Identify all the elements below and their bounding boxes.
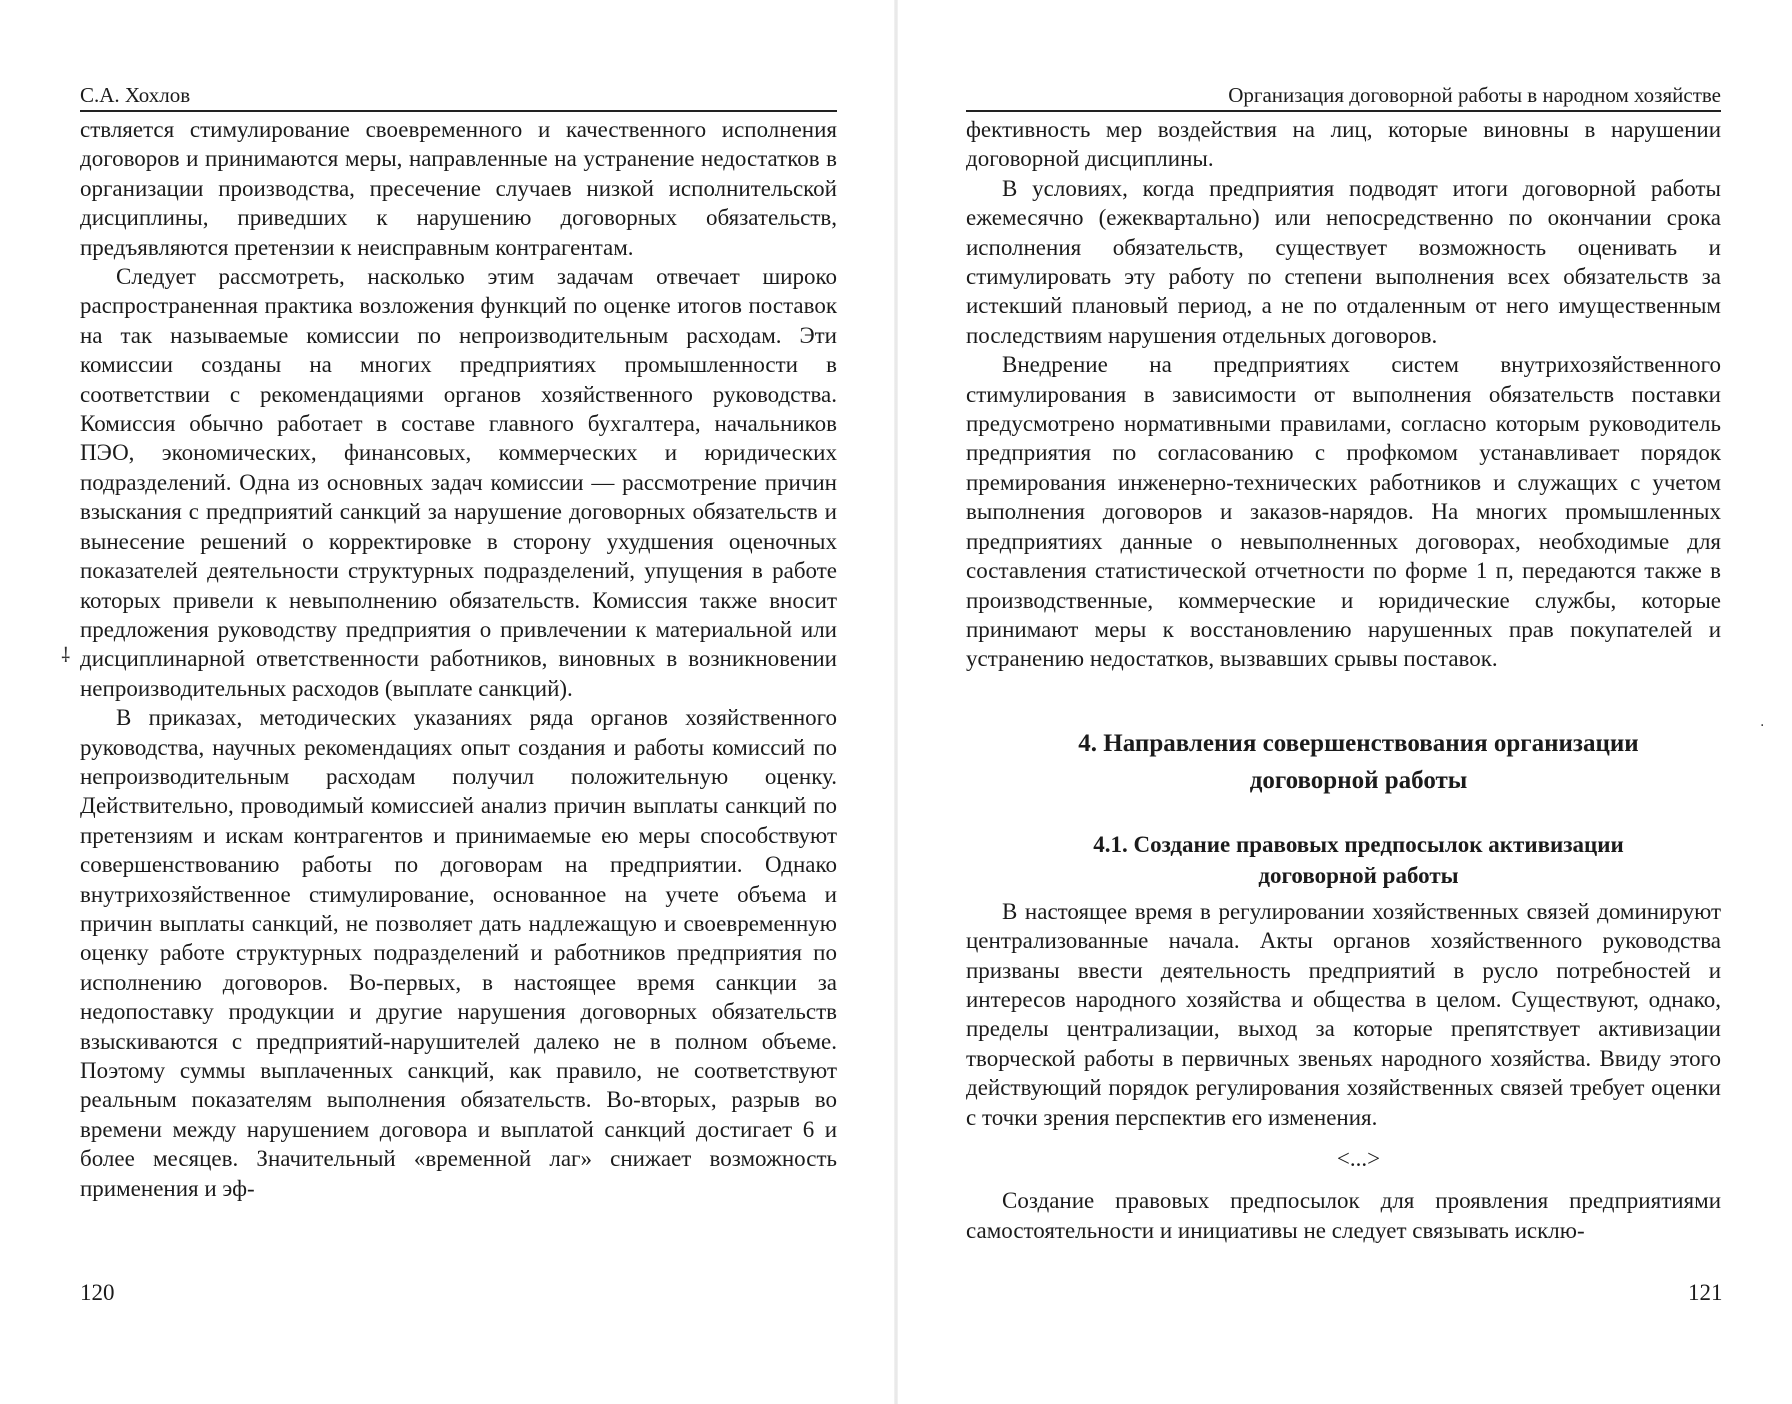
paragraph: Создание правовых предпосылок для проявления предприятиями самостоятельности и инициативы не следует связывать исклю- <box>966 1188 1721 1243</box>
section-heading-line: договорной работы <box>1258 862 1459 888</box>
header-rule <box>80 110 837 112</box>
paragraph: В условиях, когда предприятия подводят итоги договорной работы ежемесячно (ежеквартально) или непосредственно по окончании срока исполнения обязательств, существует возможность оценивать и стимулировать эту работу по степени выполнения всех обязательств за истекший плановый период, а не по отдаленным от него имущественным последствиям нарушения отдельных договоров. <box>966 175 1721 348</box>
right-page <box>896 0 1792 1404</box>
paragraph: В приказах, методических указаниях ряда органов хозяйственного руководства, научных рекомендациях опыт создания и работы комиссий по непроизводительным расходам получил положительную оценку. Действительно, проводимый комиссией анализ причин выплаты санкций по претензиям и искам контрагентов и принимаемые ею меры способствуют совершенствованию работы по договорам на предприятии. Однако внутрихозяйственное стимулирование, основанное на учете объема и причин выплаты санкций, не позволяет дать надлежащую и своевременную оценку работе структурных подразделений и работников предприятия по исполнению договоров. Во-первых, в настоящее время санкции за недопоставку продукции и другие нарушения договорных обязательств взыскиваются с предприятий-нарушителей далеко не в полном объеме. Поэтому суммы выплаченных санкций, как правило, не соответствуют реальным показателям выполнения обязательств. Во-вторых, разрыв во времени между нарушением договора и выплатой санкций достигает 6 и более месяцев. Значительный «временной лаг» снижает возможность применения и эф- <box>80 705 837 1201</box>
paragraph: В настоящее время в регулировании хозяйственных связей доминируют централизованные начала. Акты органов хозяйственного руководства призваны ввести деятельность предприятий в русло потребностей и интересов народного хозяйства и общества в целом. Существуют, однако, пределы централизации, выход за которые препятствует активизации творческой работы в первичных звеньях народного хозяйства. Ввиду этого действующий порядок регулирования хозяйственных связей требует оценки с точки зрения перспектив его изменения. <box>966 898 1721 1130</box>
running-head-title: Организация договорной работы в народном хозяйстве <box>1228 83 1721 107</box>
paragraph: Следует рассмотреть, насколько этим задачам отвечает широко распространенная практика возложения функций по оценке итогов поставок на так называемые комиссии по непроизводительным расходам. Эти комиссии созданы на многих предприятиях промышленности в соответствии с рекомендациями органов хозяйственного руководства. Комиссия обычно работает в составе главного бухгалтера, начальников ПЭО, экономических, финансовых, коммерческих и юридических подразделений. Одна из основных задач комиссии — рассмотрение причин взыскания с предприятий санкций за нарушение договорных обязательств и вынесение решений о корректировке в сторону ухудшения оценочных показателей деятельности структурных подразделений, упущения в работе которых привели к невыполнению обязательств. Комиссия также вносит предложения руководству предприятия о привлечении к материальной или дисциплинарной ответственности работников, виновных в возникновении непроизводительных расходов (выплате санкций). <box>80 264 837 701</box>
margin-mark-icon: ⸸ <box>61 643 71 667</box>
margin-dot-icon: · <box>1760 718 1765 734</box>
page-number: 120 <box>80 1280 115 1305</box>
chapter-heading-line: договорной работы <box>1249 766 1468 794</box>
right-page-body <box>966 115 1721 1245</box>
running-head-author: С.А. Хохлов <box>80 83 191 107</box>
paragraph: ствляется стимулирование своевременного и качественного исполнения договоров и принимаются меры, направленные на устранение недостатков в организации производства, пресечение случаев низкой исполнительской дисциплины, приведших к нарушению договорных обязательств, предъявляются претензии к неисправным контрагентам. <box>80 117 837 260</box>
section-heading <box>966 829 1721 891</box>
page-number: 121 <box>1688 1280 1723 1305</box>
left-page-body <box>80 115 837 1203</box>
paragraph: Внедрение на предприятиях систем внутрихозяйственного стимулирования в зависимости от выполнения обязательств поставки предусмотрено нормативными правилами, согласно которым руководитель предприятия по согласованию с профкомом устанавливает порядок премирования инженерно-технических работников и служащих с учетом выполнения договоров и заказов-нарядов. На многих промышленных предприятиях данные о невыполненных договорах, необходимые для составления статистической отчетности по форме 1 п, передаются также в производственные, коммерческие и юридические службы, которые принимают меры к восстановлению нарушенных прав покупателей и устранению недостатков, вызвавших срывы поставок. <box>966 352 1721 672</box>
header-rule <box>966 110 1721 112</box>
chapter-heading <box>966 725 1721 799</box>
omission-mark: <...> <box>1336 1145 1381 1171</box>
paragraph: фективность мер воздействия на лиц, которые виновны в нарушении договорной дисциплины. <box>966 117 1721 172</box>
chapter-heading-line: 4. Направления совершенствования организации <box>1078 729 1639 757</box>
section-heading-line: 4.1. Создание правовых предпосылок активизации <box>1093 831 1624 857</box>
